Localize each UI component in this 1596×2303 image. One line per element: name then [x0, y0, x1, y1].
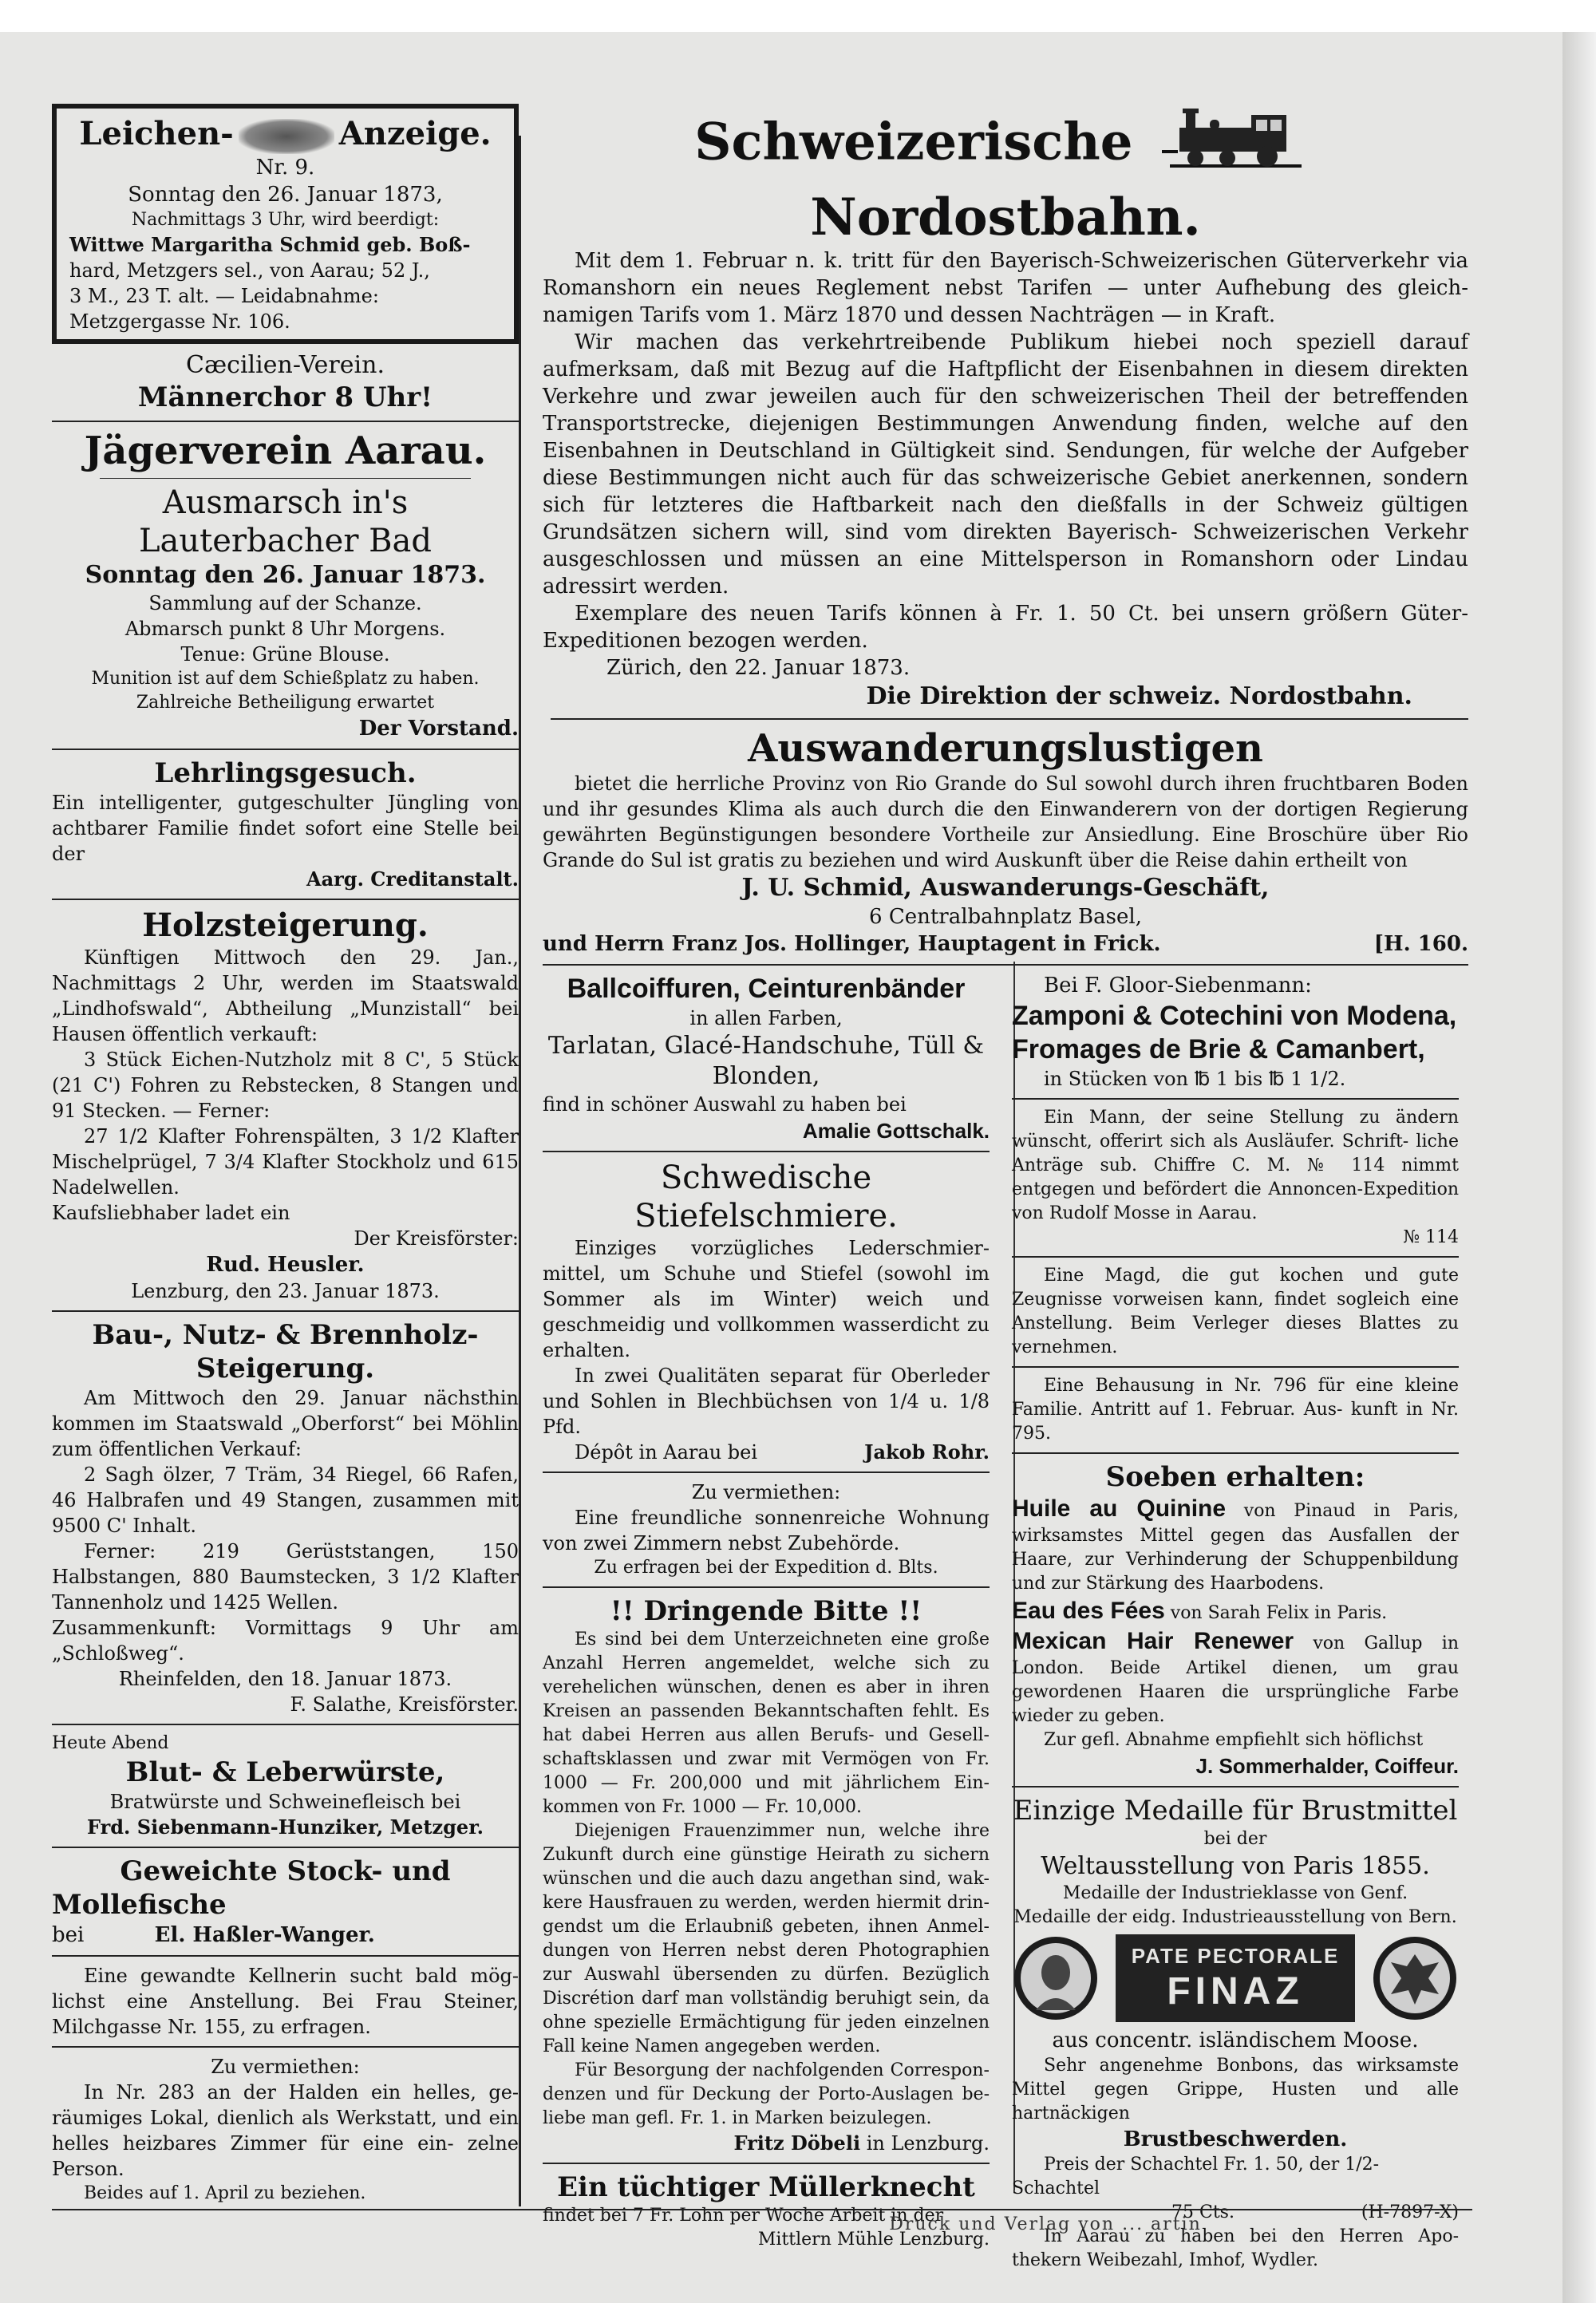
- finaz-badge-name: FINAZ: [1167, 1970, 1304, 2013]
- fisch-title: Mollefische: [52, 1889, 227, 1921]
- bitte-text: Für Besorgung der nachfolgenden Correspon- denzen und für Deckung der Porto-Auslagen be- liebe man gefl. Fr. 1. in Marken beizulegen.: [543, 2060, 990, 2128]
- leichen-line: Wittwe Margaritha Schmid geb. Boß-: [69, 233, 471, 256]
- jaeger-line: Zahlreiche Betheiligung erwartet: [136, 693, 435, 713]
- jaeger-line: Sammlung auf der Schanze.: [148, 592, 422, 614]
- zamponi-line: Fromages de Brie & Camanbert,: [1012, 1034, 1425, 1065]
- medaille-ref: (H-7897-X): [1361, 2202, 1459, 2222]
- fisch-name: El. Haßler-Wanger.: [154, 1923, 375, 1947]
- divider: [1012, 1098, 1459, 1100]
- holz-sign: Rud. Heusler.: [206, 1253, 365, 1277]
- medaille-price: 75 Cts.: [1171, 2202, 1235, 2222]
- auswanderung-firm: J. U. Schmid, Auswanderungs-Geschäft,: [741, 874, 1270, 902]
- page-edge: [1562, 32, 1596, 2303]
- divider: [551, 718, 1468, 720]
- vermieten-text: Beides auf 1. April zu beziehen.: [84, 2183, 366, 2203]
- nob-date: Zürich, den 22. Januar 1873.: [606, 656, 911, 680]
- mann-text: Ein Mann, der seine Stellung zu ändern wünscht, offerirt sich als Ausläufer. Schrift- liche Anträge sub. Chiffre C. M. № 114 nimmt entgegen und befördert die Annoncen-Expedition von Rudolf Mosse in Aarau.: [1012, 1108, 1459, 1223]
- nob-text: Exemplare des neuen Tarifs können à Fr. 1. 50 Ct. bei unsern größern Güter- Expeditionen bezogen werden.: [543, 602, 1468, 653]
- divider: [1012, 1366, 1459, 1368]
- middle-subcolumn: [543, 972, 990, 2273]
- auswanderung-addr: 6 Centralbahnplatz Basel,: [869, 905, 1142, 929]
- mann-number: № 114: [1403, 1227, 1459, 1247]
- footer-rule: [52, 2209, 1472, 2210]
- kellnerin-text: Eine gewandte Kellnerin sucht bald mög- lichst eine Anstellung. Bei Frau Steiner, Milchgasse Nr. 155, zu erfragen.: [52, 1965, 519, 2038]
- wurst-title: Blut- & Leberwürste,: [125, 1756, 445, 1788]
- column-divider: [519, 136, 521, 2206]
- caecilien-title: Cæcilien-Verein.: [186, 351, 385, 379]
- wurst-line: Bratwürste und Schweinefleisch bei: [109, 1791, 461, 1813]
- leichen-time: Nachmittags 3 Uhr, wird beerdigt:: [131, 210, 440, 230]
- bitte-text: Es sind bei dem Unterzeichneten eine große Anzahl Herren angemeldet, welche sich zu verehelichen wünschen, denen es aber in ihren Kreisen an passenden Bekanntschaften fehlt. Es hat dabei Herren aus allen Berufs- und Gesell- schaftsklassen und zwar mit Vermögen von Fr. 1000 — Fr. 200,000 und mit jährlichem Ein- kommen von Fr. 1000 — Fr. 10,000.: [543, 1629, 990, 1817]
- right-column: [543, 104, 1468, 2273]
- jaeger-title: Jägerverein Aarau.: [84, 429, 487, 473]
- stiefel-title: Schwedische Stiefelschmiere.: [634, 1159, 898, 1234]
- leichen-date: Sonntag den 26. Januar 1873,: [128, 183, 443, 207]
- vermieten-title: Zu vermiethen:: [211, 2056, 360, 2078]
- bau-text: Am Mittwoch den 29. Januar nächsthin kommen im Staatswald „Oberforst“ bei Möhlin zum öffentlichen Verkauf:: [52, 1387, 519, 1460]
- portrait-medal-icon: [1012, 1934, 1100, 2022]
- behausung-text: Eine Behausung in Nr. 796 für eine kleine Familie. Antritt auf 1. Februar. Aus- kunft in Nr. 795.: [1012, 1376, 1459, 1444]
- soeben-title: Soeben erhalten:: [1105, 1461, 1365, 1493]
- medaille-line: bei der: [1203, 1829, 1267, 1849]
- stiefel-depot: Dépôt in Aarau bei: [575, 1441, 758, 1464]
- wohnung-text: Zu erfragen bei der Expedition d. Blts.: [594, 1558, 938, 1578]
- holz-text: Kaufsliebhaber ladet ein: [52, 1202, 290, 1224]
- holz-text: 3 Stück Eichen-Nutzholz mit 8 C', 5 Stück (21 C') Fohren zu Rebstecken, 8 Stangen und 91 Stecken. — Ferner:: [52, 1049, 519, 1122]
- bau-text: Ferner: 219 Gerüststangen, 150 Halbstangen, 880 Baumstecken, 3 1/2 Klafter Tannenholz und 1425 Wellen.: [52, 1540, 519, 1614]
- medaille-line: aus concentr. isländischem Moose.: [1052, 2028, 1419, 2052]
- leichen-line: 3 M., 23 T. alt. — Leidabnahme:: [69, 285, 379, 307]
- caecilien-sub: Männerchor 8 Uhr!: [137, 381, 433, 413]
- bau-title: Bau-, Nutz- & Brennholz-: [92, 1319, 479, 1351]
- medaille-line: Medaille der Industrieklasse von Genf.: [1062, 1883, 1408, 1903]
- divider: [52, 1847, 519, 1848]
- divider: [52, 1955, 519, 1957]
- lehrling-title: Lehrlingsgesuch.: [154, 757, 417, 789]
- nob-text: Mit dem 1. Februar n. k. tritt für den Bayerisch-Schweizerischen Güterverkehr via Romanshorn ein neues Reglement nebst Tarifen — unter Aufhebung des gleich- namigen Tarifs vom 1. März 1870 und dessen Nachträgen — in Kraft.: [543, 249, 1468, 327]
- holz-date: Lenzburg, den 23. Januar 1873.: [131, 1280, 440, 1302]
- jaeger-line: Tenue: Grüne Blouse.: [180, 643, 390, 666]
- fisch-title: Geweichte Stock- und: [120, 1855, 451, 1887]
- nob-title-a: Schweizerische: [694, 112, 1133, 172]
- finaz-badge: [1116, 1934, 1355, 2022]
- ball-sign: Amalie Gottschalk.: [802, 1119, 990, 1143]
- muller-title: Ein tüchtiger Müllerknecht: [557, 2171, 975, 2203]
- bitte-sign: Fritz Döbeli: [733, 2131, 861, 2155]
- divider: [543, 2163, 990, 2164]
- medaille-price: Preis der Schachtel Fr. 1. 50, der 1/2-Schachtel: [1012, 2155, 1380, 2198]
- medaille-text: Brustbeschwerden.: [1123, 2127, 1348, 2151]
- wurst-pre: Heute Abend: [52, 1733, 169, 1753]
- soeben-product: Mexican Hair Renewer: [1012, 1628, 1294, 1654]
- divider: [52, 1310, 519, 1312]
- medaille-title: Einzige Medaille für Brustmittel: [1013, 1795, 1458, 1827]
- magd-text: Eine Magd, die gut kochen und gute Zeugnisse vorweisen kann, findet sogleich eine Anstellung. Beim Verleger dieses Blattes zu vernehmen.: [1012, 1266, 1459, 1357]
- bau-sign: F. Salathe, Kreisförster.: [290, 1693, 519, 1716]
- divider: [52, 2046, 519, 2048]
- medaille-line: Medaille der eidg. Industrieausstellung von Bern.: [1013, 1907, 1457, 1927]
- divider: [52, 749, 519, 750]
- leichen-line: hard, Metzgers sel., von Aarau; 52 J.,: [69, 259, 430, 282]
- divider: [543, 1471, 990, 1473]
- jaeger-sub: Ausmarsch in's Lauterbacher Bad: [138, 484, 432, 559]
- jaeger-sign: Der Vorstand.: [358, 717, 519, 741]
- medaille-line: Weltausstellung von Paris 1855.: [1041, 1852, 1430, 1880]
- medaille-text: In Aarau zu haben bei den Herren Apo- thekern Weibezahl, Imhof, Wydler.: [1012, 2226, 1459, 2270]
- stiefel-sign: Jakob Rohr.: [864, 1440, 990, 1464]
- divider: [543, 1151, 990, 1152]
- zamponi-line: Zamponi & Cotechini von Modena,: [1012, 1001, 1457, 1031]
- soeben-product: Huile au Quinine: [1012, 1495, 1227, 1522]
- wohnung-title: Zu vermiethen:: [691, 1481, 841, 1503]
- nob-title: [543, 104, 1468, 247]
- lehrling-sign: Aarg. Creditanstalt.: [306, 867, 519, 891]
- lehrling-text: Ein intelligenter, gutgeschulter Jüngling von achtbarer Familie findet sofort eine Stelle bei der: [52, 792, 519, 865]
- left-column: [52, 104, 519, 2206]
- jaeger-line: Abmarsch punkt 8 Uhr Morgens.: [124, 618, 446, 640]
- skull-vignette-icon: [239, 119, 334, 154]
- bitte-text: Diejenigen Frauenzimmer nun, welche ihre Zukunft durch eine günstige Heirath zu sichern wünschen und die auch dazu angethan sind, wak- kere Hausfrauen zu werden, werden hiermit drin- gendst um die Erlaubniß gebeten, ihnen Anmel- dungen von Herren nebst deren Photographien zur Auswahl übersenden zu dürfen. Bezüglich Discrétion darf man vollständig beruhigt sein, da ohne spezielle Ermächtigung für jeden einzelnen Fall keine Namen angegeben werden.: [543, 1821, 990, 2056]
- ball-line: find in schöner Auswahl zu haben bei: [543, 1093, 907, 1116]
- leichen-title-a: Leichen-: [79, 115, 234, 152]
- vermieten-text: In Nr. 283 an der Halden ein helles, ge- räumiges Lokal, dienlich als Werkstatt, und ein helles heizbares Zimmer für eine ein- zelne Person.: [52, 2081, 519, 2180]
- divider: [52, 899, 519, 900]
- eagle-medal-icon: [1371, 1934, 1459, 2022]
- bitte-sign-place: in Lenzburg.: [866, 2132, 990, 2155]
- right-subcolumn: [1012, 972, 1459, 2273]
- divider: [1012, 1786, 1459, 1787]
- bitte-title: !! Dringende Bitte !!: [610, 1595, 922, 1627]
- leichen-number: Nr. 9.: [255, 156, 315, 180]
- medaille-text: Sehr angenehme Bonbons, das wirksamste Mittel gegen Grippe, Husten und alle hartnäckigen: [1012, 2056, 1459, 2123]
- fisch-bei: bei: [52, 1923, 85, 1947]
- ball-line: Tarlatan, Glacé-Handschuhe, Tüll & Blonden,: [547, 1032, 985, 1090]
- divider: [52, 421, 519, 422]
- leichen-title-b: Anzeige.: [338, 115, 492, 152]
- nob-sign: Die Direktion der schweiz. Nordostbahn.: [866, 682, 1412, 710]
- divider: [543, 964, 1468, 966]
- wohnung-text: Eine freundliche sonnenreiche Wohnung von zwei Zimmern nebst Zubehörde.: [543, 1507, 990, 1554]
- jaeger-date: Sonntag den 26. Januar 1873.: [85, 561, 486, 589]
- leichen-title: [69, 115, 501, 154]
- soeben-sign: J. Sommerhalder, Coiffeur.: [1195, 1754, 1459, 1778]
- ball-title: Ballcoiffuren, Ceinturenbänder: [567, 974, 966, 1004]
- soeben-text: von Gallup in London. Beide Artikel dienen, um grau gewordenen Haaren die ursprüngliche Farbe wieder zu geben.: [1012, 1633, 1459, 1726]
- soeben-product: Eau des Fées: [1012, 1598, 1165, 1624]
- bau-text: Zusammenkunft: Vormittags 9 Uhr am „Schloßweg“.: [52, 1617, 519, 1665]
- zamponi-pre: Bei F. Gloor-Siebenmann:: [1044, 974, 1312, 997]
- holz-text: Künftigen Mittwoch den 29. Jan., Nachmittags 2 Uhr, werden im Staatswald „Lindhofswald“, Abtheilung „Munzistall“ bei Hausen öffentlich verkauft:: [52, 946, 519, 1045]
- imprint: Druck und Verlag von ... artin: [889, 2214, 1202, 2234]
- nob-title-b: Nordostbahn.: [810, 188, 1201, 247]
- divider: [1012, 1256, 1459, 1258]
- soeben-text: Zur gefl. Abnahme empfiehlt sich höflichst: [1044, 1730, 1424, 1750]
- auswanderung-ref: [H. 160.: [1373, 932, 1468, 956]
- soeben-text: von Sarah Felix in Paris.: [1164, 1603, 1388, 1623]
- nob-text: Wir machen das verkehrtreibende Publikum hiebei noch speziell darauf aufmerksam, daß mit Bezug auf die Haftpflicht der Eisenbahnen in diesem direkten Verkehre und zwar jeweilen auch für den schweizerischen Theil der betreffenden Transportstrecke, diejenigen Bestimmungen Anwendung finden, welche auf den Eisenbahnen in Deutschland in Gültigkeit sind. Sendungen, für welche der Aufgeber diese Bestimmungen nicht auch für das schweizerische Gebiet anerkennen, sondern sich für letzteres die Haftbarkeit nach den dießfalls in der Schweiz gültigen Grundsätzen sichern will, sind vom direkten Bayerisch- Schweizerischen Verkehr ausgeschlossen und müssen an eine Mittelsperson in Romanshorn oder Lindau adressirt werden.: [543, 330, 1468, 598]
- bau-date: Rheinfelden, den 18. Januar 1873.: [118, 1668, 452, 1690]
- divider: [543, 1586, 990, 1588]
- bau-text: 2 Sagh ölzer, 7 Träm, 34 Riegel, 66 Rafen, 46 Halbrafen und 49 Stangen, zusammen mit 9500 C' Inhalt.: [52, 1464, 519, 1537]
- divider: [1012, 1452, 1459, 1454]
- auswanderung-text: bietet die herrliche Provinz von Rio Grande do Sul sowohl durch ihren fruchtbaren Boden und ihr gesundes Klima als auch durch die den Einwanderern von der dortigen Regierung gewährten Begünstigungen besondere Vortheile zur Ansiedlung. Eine Broschüre über Rio Grande do Sul ist gratis zu beziehen und wird Auskunft über die Reise dahin ertheilt von: [543, 772, 1468, 871]
- wurst-line: Frd. Siebenmann-Hunziker, Metzger.: [86, 1815, 484, 1839]
- finaz-logo-row: [1012, 1934, 1459, 2022]
- leichen-anzeige: [52, 104, 519, 344]
- holz-title: Holzsteigerung.: [142, 907, 429, 944]
- divider: [100, 478, 471, 479]
- holz-text: 27 1/2 Klafter Fohrenspälten, 3 1/2 Klafter Mischelprügel, 7 3/4 Klafter Stockholz und 615 Nadelwellen.: [52, 1125, 519, 1199]
- jaeger-line: Munition ist auf dem Schießplatz zu haben.: [91, 669, 480, 689]
- stiefel-text: In zwei Qualitäten separat für Oberleder und Sohlen in Blechbüchsen von 1/4 u. 1/8 Pfd.: [543, 1365, 990, 1438]
- zamponi-line: in Stücken von ℔ 1 bis ℔ 1 1/2.: [1044, 1068, 1346, 1090]
- soeben-text: von Pinaud in Paris, wirksamstes Mittel gegen das Ausfallen der Haare, zur Verhinderung der Schuppenbildung und zur Stärkung des Haarbodens.: [1012, 1501, 1459, 1594]
- ball-line: in allen Farben,: [689, 1007, 843, 1029]
- holz-sign: Der Kreisförster:: [354, 1227, 519, 1250]
- bau-title: Steigerung.: [196, 1353, 375, 1385]
- muller-text: findet bei 7 Fr. Lohn per Woche Arbeit in der: [543, 2206, 944, 2226]
- finaz-badge-line: PATE PECTORALE: [1131, 1944, 1340, 1968]
- locomotive-icon: [1162, 104, 1306, 188]
- leichen-line: Metzgergasse Nr. 106.: [69, 310, 290, 333]
- auswanderung-agent: und Herrn Franz Jos. Hollinger, Hauptagent in Frick.: [543, 932, 1161, 956]
- muller-text: Mittlern Mühle Lenzburg.: [757, 2230, 990, 2250]
- divider: [52, 1724, 519, 1725]
- auswanderung-title: Auswanderungslustigen: [748, 726, 1263, 771]
- stiefel-text: Einziges vorzügliches Lederschmier- mittel, um Schuhe und Stiefel (sowohl im Sommer als im Winter) weich und geschmeidig und vollkommen wasserdicht zu erhalten.: [543, 1237, 990, 1361]
